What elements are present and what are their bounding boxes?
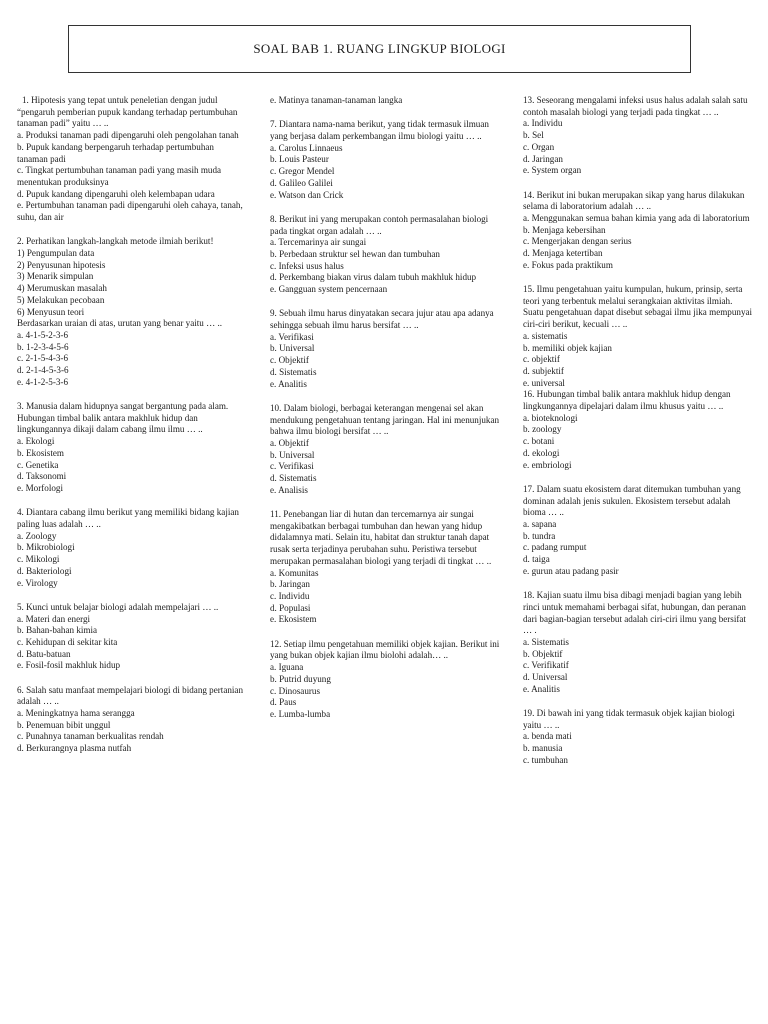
question-14 [523, 190, 753, 272]
option-a: a. Ekologi [17, 436, 55, 447]
option-b: b. memiliki objek kajian [523, 342, 612, 353]
question-11 [270, 509, 500, 626]
question-5 [17, 602, 247, 672]
option-c: c. Organ [523, 141, 555, 152]
question-text: 8. Berikut ini yang merupakan contoh permasalahan biologi pada tingkat organ adalah … .. [270, 213, 489, 236]
option-e: e. Morfologi [17, 482, 63, 493]
option-c: c. Infeksi usus halus [270, 260, 344, 271]
question-text: 4. Diantara cabang ilmu berikut yang memiliki bidang kajian paling luas adalah … .. [17, 507, 239, 529]
option-d: d. Taksonomi [17, 471, 67, 482]
option-c: c. tumbuhan [523, 754, 568, 765]
option-a: a. Menggunakan semua bahan kimia yang ada di laboratorium [523, 212, 750, 223]
step-4: 4) Merumuskan masalah [17, 283, 107, 294]
option-e: e. Analitis [270, 378, 307, 389]
option-a: a. Zoology [17, 530, 57, 541]
option-d: d. Pupuk kandang dipengaruhi oleh kelembapan udara [17, 188, 215, 199]
option-e: e. embriologi [523, 459, 572, 470]
question-text: 13. Seseorang mengalami infeksi usus halus adalah salah satu contoh masalah biologi yang terjadi pada tingkat … .. [523, 95, 748, 117]
option-c: c. Verifikatif [523, 660, 569, 671]
question-12 [270, 639, 500, 721]
option-c: c. 2-1-5-4-3-6 [17, 353, 69, 364]
option-e: e. Analitis [523, 683, 560, 694]
question-text: 12. Setiap ilmu pengetahuan memiliki objek kajian. Berikut ini yang bukan objek kajian ilmu biolohi adalah… .. [270, 638, 500, 661]
option-e: e. Ekosistem [270, 614, 317, 625]
option-b: b. 1-2-3-4-5-6 [17, 341, 69, 352]
option-b: b. Universal [270, 449, 315, 460]
question-16 [523, 389, 753, 471]
option-d: d. Batu-batuan [17, 648, 71, 659]
option-c: c. Punahnya tanaman berkualitas rendah [17, 731, 164, 742]
option-d: d. Menjaga ketertiban [523, 248, 603, 259]
option-d: d. Paus [270, 697, 297, 708]
option-e: e. Lumba-lumba [270, 708, 331, 719]
option-d: d. Populasi [270, 602, 311, 613]
question-text: 16. Hubungan timbal balik antara makhluk hidup dengan lingkungannya dipelajari dalam ilmu khusus yaitu … .. [523, 389, 731, 412]
question-text: 14. Berikut ini bukan merupakan sikap yang harus dilakukan selama di laboratorium adalah … .. [523, 189, 745, 212]
option-a: a. Produksi tanaman padi dipengaruhi oleh pengolahan tanah [17, 130, 239, 141]
option-c: c. Dinosaurus [270, 685, 321, 696]
option-a: a. Objektif [270, 437, 309, 448]
option-c: c. Objektif [270, 355, 309, 366]
option-a: a. Verifikasi [270, 331, 314, 342]
option-b: b. Ekosistem [17, 447, 64, 458]
option-d: d. Perkembang biakan virus dalam tubuh makhluk hidup [270, 272, 477, 283]
question-19 [523, 708, 753, 767]
step-1: 1) Pengumpulan data [17, 248, 95, 259]
option-e: e. System organ [523, 165, 582, 176]
option-a: a. sapana [523, 518, 557, 529]
question-3 [17, 401, 247, 495]
option-d: d. Bakteriologi [17, 565, 72, 576]
option-e: e. Gangguan system pencernaan [270, 284, 388, 295]
option-b: b. tundra [523, 530, 556, 541]
option-c: c. botani [523, 436, 555, 447]
question-text: 17. Dalam suatu ekosistem darat ditemukan tumbuhan yang dominan adalah jenis sukulen. Ekosistem tersebut adalah bioma … .. [523, 483, 741, 518]
question-text: 7. Diantara nama-nama berikut, yang tidak termasuk ilmuan yang berjasa dalam perkembangan ilmu biologi yaitu … .. [270, 119, 489, 141]
option-a: a. benda mati [523, 731, 572, 742]
title-box [68, 25, 691, 73]
option-a: a. Carolus Linnaeus [270, 142, 343, 153]
option-a: a. 4-1-5-2-3-6 [17, 329, 69, 340]
option-c: c. Verifikasi [270, 461, 314, 472]
question-text: 3. Manusia dalam hidupnya sangat bergantung pada alam. Hubungan timbal balik antara makhluk hidup dan lingkungannya dikaji dalam cabang ilmu ilmu … .. [17, 401, 229, 435]
option-b: b. Jaringan [270, 579, 310, 590]
option-d: d. Galileo Galilei [270, 177, 333, 188]
question-text: 10. Dalam biologi, berbagai keterangan mengenai sel akan mendukung pengetahuan tentang jaringan. Hal ini menunjukan bahwa ilmu biologi bersifat … .. [270, 402, 500, 437]
option-c: c. Mengerjakan dengan serius [523, 236, 632, 247]
option-d: d. 2-1-4-5-3-6 [17, 365, 69, 376]
option-b: b. Mikrobiologi [17, 542, 75, 553]
option-c: c. Kehidupan di sekitar kita [17, 636, 118, 647]
step-3: 3) Menarik simpulan [17, 271, 94, 282]
option-b: b. Putrid duyung [270, 673, 331, 684]
column-left [17, 95, 247, 755]
option-e: e. Pertumbuhan tanaman padi dipengaruhi oleh cahaya, tanah, suhu, dan air [17, 200, 243, 223]
option-a: a. Sistematis [523, 636, 569, 647]
question-15 [523, 284, 753, 389]
option-e: e. Fosil-fosil makhluk hidup [17, 660, 121, 671]
option-e: e. 4-1-2-5-3-6 [17, 376, 69, 387]
column-right [523, 95, 753, 767]
question-6-continued [270, 95, 500, 107]
step-5: 5) Melakukan pecobaan [17, 294, 105, 305]
column-middle [270, 95, 500, 721]
option-a: a. Meningkatnya hama serangga [17, 708, 135, 719]
question-text: 11. Penebangan liar di hutan dan tercemarnya air sungai mengakibatkan berbagai tumbuhan dan hewan yang hidup didalamnya mati. Selain itu, habitat dan struktur tanah dapat rusak serta terjadinya perubahan suhu. Peristiwa tersebut merupakan permasalahan biologi yang terjadi di tingkat … .. [270, 509, 492, 566]
question-text: 5. Kunci untuk belajar biologi adalah mempelajari … .. [17, 601, 219, 612]
option-b: b. Sel [523, 130, 544, 141]
option-a: a. Iguana [270, 662, 304, 673]
question-2 [17, 236, 247, 388]
question-text: 9. Sebuah ilmu harus dinyatakan secara jujur atau apa adanya sehingga sebuah ilmu harus bersifat … .. [270, 308, 494, 331]
option-b: b. Penemuan bibit unggul [17, 719, 111, 730]
question-1 [17, 95, 247, 224]
option-c: c. padang rumput [523, 542, 587, 553]
option-e: e. Virology [17, 577, 58, 588]
option-a: a. Tercemarinya air sungai [270, 237, 367, 248]
option-c: c. Genetika [17, 459, 59, 470]
step-6: 6) Menyusun teori [17, 306, 85, 317]
option-d: d. Jaringan [523, 153, 563, 164]
option-b: b. Universal [270, 343, 315, 354]
question-text: 6. Salah satu manfaat mempelajari biologi di bidang pertanian adalah … .. [17, 684, 244, 707]
option-e: e. universal [523, 377, 565, 388]
option-a: a. sistematis [523, 330, 568, 341]
question-9 [270, 308, 500, 390]
question-text: 1. Hipotesis yang tepat untuk peneletian dengan judul “pengaruh pemberian pupuk kandang terhadap pertumbuhan tanaman padi” yaitu … .. [17, 95, 238, 129]
option-a: a. Individu [523, 118, 563, 129]
option-e: e. Watson dan Crick [270, 189, 344, 200]
question-6 [17, 685, 247, 755]
option-b: b. Menjaga kebersihan [523, 224, 606, 235]
question-text: 18. Kajian suatu ilmu bisa dibagi menjadi bagian yang lebih rinci untuk memahami berbagai sifat, hubungan, dan peranan dari bagian-bagian tersebut adalah ciri-ciri ilmu yang bersifat … . [523, 590, 746, 636]
step-2: 2) Penyusunan hipotesis [17, 259, 106, 270]
option-d: d. Sistematis [270, 473, 317, 484]
option-b: b. Objektif [523, 648, 563, 659]
option-d: d. Sistematis [270, 366, 317, 377]
question-18 [523, 590, 753, 695]
option-a: a. Materi dan energi [17, 613, 91, 624]
question-text: 2. Perhatikan langkah-langkah metode ilmiah berikut! [17, 236, 214, 247]
option-a: a. bioteknologi [523, 412, 578, 423]
option-e: e. Analisis [270, 484, 308, 495]
option-a: a. Komunitas [270, 567, 319, 578]
question-text-continued: Berdasarkan uraian di atas, urutan yang benar yaitu … .. [17, 318, 223, 329]
option-e: e. gurun atau padang pasir [523, 565, 619, 576]
question-17 [523, 484, 753, 578]
option-b: b. Pupuk kandang berpengaruh terhadap pertumbuhan tanaman padi [17, 141, 214, 164]
option-e: e. Matinya tanaman-tanaman langka [270, 95, 403, 105]
option-b: b. Perbedaan struktur sel hewan dan tumbuhan [270, 248, 440, 259]
option-c: c. Tingkat pertumbuhan tanaman padi yang masih muda menentukan produksinya [17, 165, 222, 187]
option-d: d. subjektif [523, 365, 564, 376]
option-e: e. Fokus pada praktikum [523, 259, 613, 270]
option-c: c. Individu [270, 590, 310, 601]
question-13 [523, 95, 753, 177]
option-c: c. objektif [523, 354, 560, 365]
option-c: c. Gregor Mendel [270, 166, 335, 177]
option-c: c. Mikologi [17, 554, 60, 565]
option-b: b. zoology [523, 424, 562, 435]
option-d: d. ekologi [523, 447, 560, 458]
question-8 [270, 214, 500, 296]
page-title: SOAL BAB 1. RUANG LINGKUP BIOLOGI [253, 41, 506, 56]
question-7 [270, 119, 500, 201]
option-d: d. Berkurangnya plasma nutfah [17, 743, 132, 754]
option-b: b. manusia [523, 743, 563, 754]
option-b: b. Bahan-bahan kimia [17, 625, 98, 636]
question-10 [270, 403, 500, 497]
option-d: d. taiga [523, 554, 550, 565]
question-4 [17, 507, 247, 589]
question-text: 15. Ilmu pengetahuan yaitu kumpulan, hukum, prinsip, serta teori yang terbentuk melalui serangkaian aktivitas ilmiah. Suatu pengetahuan dapat disebut sebagai ilmu jika mempunyai ciri-ciri berikut, kecuali … .. [523, 284, 753, 330]
option-d: d. Universal [523, 672, 568, 683]
question-text: 19. Di bawah ini yang tidak termasuk objek kajian biologi yaitu … .. [523, 708, 735, 730]
option-b: b. Louis Pasteur [270, 154, 329, 165]
